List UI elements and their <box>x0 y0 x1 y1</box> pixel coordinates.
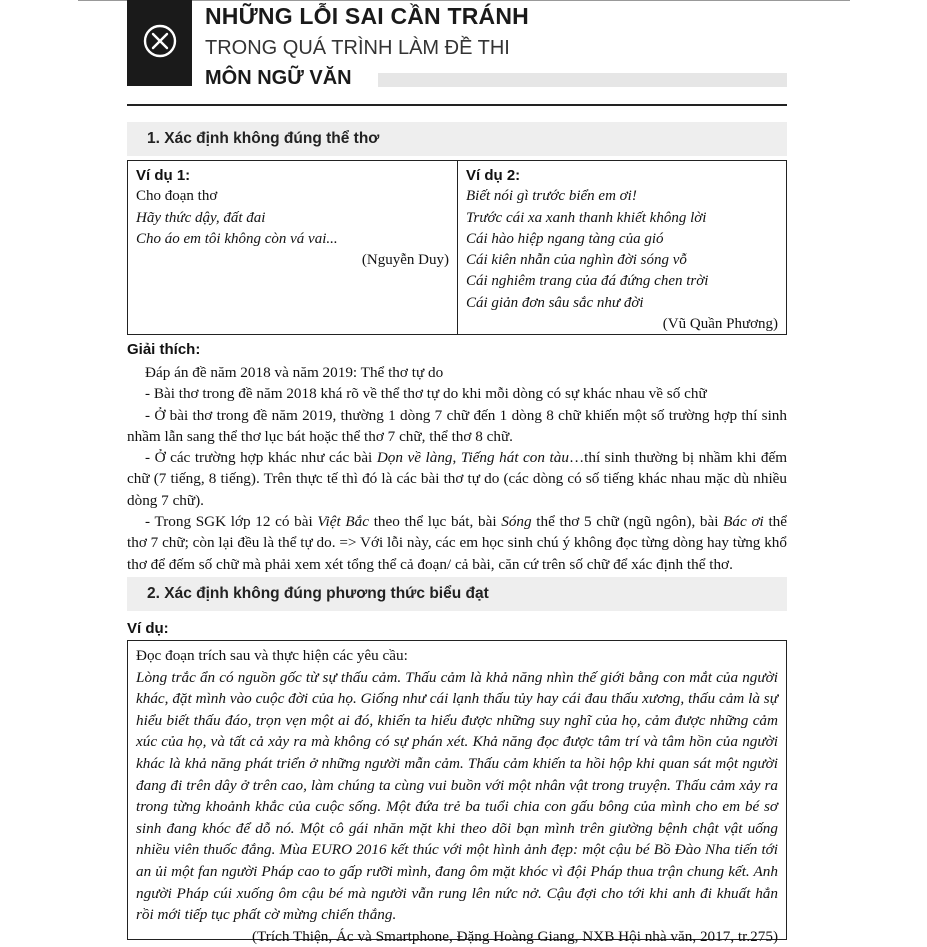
page-subtitle: TRONG QUÁ TRÌNH LÀM ĐỀ THI <box>205 37 510 59</box>
poem-title: Bác ơi <box>723 513 764 531</box>
poem-line: Biết nói gì trước biển em ơi! <box>466 188 637 205</box>
x-circle-icon <box>142 23 178 64</box>
header-divider <box>127 104 787 106</box>
text-run: theo thể lục bát, bài <box>369 513 502 531</box>
subject-title: MÔN NGỮ VĂN <box>205 67 352 89</box>
poem-line: Cái kiên nhẫn của nghìn đời sóng vỗ <box>466 252 687 269</box>
example-1-intro: Cho đoạn thơ <box>136 188 218 205</box>
poem-title: Việt Bắc <box>317 513 370 531</box>
explain-paragraph: - Bài thơ trong đề năm 2018 khá rõ về thể thơ tự do khi mỗi dòng có sự khác nhau về số chữ <box>145 385 707 403</box>
explanation-body <box>127 362 787 575</box>
text-run: - Trong SGK lớp 12 có bài <box>145 513 318 531</box>
poem-line: Cho áo em tôi không còn vá vai... <box>136 230 338 247</box>
example-2-cell <box>458 161 786 334</box>
poem-title: Dọn về làng <box>376 449 453 467</box>
explain-paragraph <box>127 511 787 575</box>
example-1-label: Ví dụ 1: <box>136 167 191 184</box>
explain-paragraph: - Ở bài thơ trong đề năm 2019, thường 1 dòng 7 chữ đến 1 dòng 8 chữ khiến một số trường hợp thí sinh nhầm lẫn sang thể thơ lục bát hoặc thể thơ 7 chữ, thể thơ 8 chữ. <box>127 406 787 445</box>
poem-line: Cái nghiêm trang của đá đứng chen trời <box>466 273 709 290</box>
poem-line: Hãy thức dậy, đất đai <box>136 209 266 226</box>
text-run: thể thơ 5 chữ (ngũ ngôn), bài <box>531 513 724 531</box>
text-run: , <box>452 449 461 467</box>
poem-title: Sóng <box>501 513 532 531</box>
explain-label: Giải thích: <box>127 341 201 358</box>
text-run: thể thơ 7 chữ; còn lại đều là thể tự do. => Với lỗi này, các em học sinh chú ý không đọc từng dòng hay từng khổ thơ để đếm số chữ mà phải xem xét tổng thể cả đoạn/ cả bài, căn cứ trên số chữ để xác định thể thơ. <box>127 513 787 573</box>
text-run: - Ở các trường hợp khác như các bài <box>145 449 377 467</box>
top-rule <box>78 0 850 1</box>
header-icon-block <box>127 0 192 86</box>
example-2-author: (Vũ Quần Phương) <box>662 316 778 333</box>
passage-source: (Trích Thiện, Ác và Smartphone, Đặng Hoàng Giang, NXB Hội nhà văn, 2017, tr.275) <box>252 927 778 945</box>
page-title: NHỮNG LỖI SAI CẦN TRÁNH <box>205 3 529 29</box>
poem-line: Trước cái xa xanh thanh khiết không lời <box>466 209 707 226</box>
title-decor-bar <box>378 73 787 87</box>
section-1-heading: 1. Xác định không đúng thể thơ <box>127 122 787 156</box>
example-label: Ví dụ: <box>127 620 169 637</box>
poem-title: Tiếng hát con tàu <box>460 449 569 467</box>
examples-table <box>127 160 787 335</box>
passage-intro: Đọc đoạn trích sau và thực hiện các yêu cầu: <box>136 647 408 664</box>
example-2-label: Ví dụ 2: <box>466 167 521 184</box>
text-run: …thí sinh thường bị nhầm khi đếm chữ (7 tiếng, 8 tiếng). Trên thực tế thì đó là các bài thơ tự do (các dòng có số tiếng khác nhau mặc dù nhiều dòng 7 chữ). <box>127 449 788 509</box>
explain-paragraph: Đáp án đề năm 2018 và năm 2019: Thể thơ tự do <box>145 364 444 381</box>
section-2-heading: 2. Xác định không đúng phương thức biểu đạt <box>127 577 787 611</box>
poem-line: Cái hào hiệp ngang tàng của gió <box>466 230 664 247</box>
passage-text: Lòng trắc ẩn có nguồn gốc từ sự thấu cảm. Thấu cảm là khả năng nhìn thế giới bằng con mắt của người khác, đặt mình vào cuộc đời của họ. Giống như cái lạnh thấu tủy hay cái đau thấu xương, thấu cảm là sự hiểu biết thấu đáo, trọn vẹn một ai đó, khiến ta hiểu được những suy nghĩ của họ, cảm được những cảm xúc của họ, và tất cả xảy ra mà không có sự phán xét. Khả năng đọc được tâm trí và tâm hồn của người khác là khả năng phát triển ở những người mẫn cảm. Thấu cảm khiến ta hồi hộp khi quan sát một người đang đi trên dây ở trên cao, làm chúng ta cùng vui buồn với một nhân vật trong truyện. Thấu cảm xảy ra trong từng khoảnh khắc của cuộc sống. Một đứa trẻ ba tuổi chia con gấu bông của mình cho em bé sơ sinh đang khóc để dỗ nó. Một cô gái nhăn mặt khi theo dõi bạn mình trên giường bệnh chật vật uống nhiều viên thuốc đắng. Mùa EURO 2016 kết thúc với một hình ảnh đẹp: một cậu bé Bồ Đào Nha tiến tới an ủi một fan người Pháp cao to gấp rưỡi mình, đang ôm mặt khóc vì đội Pháp thua trận chung kết. Anh người Pháp cúi xuống ôm cậu bé mà người vẫn rung lên nức nở. Cậu đợi cho tới khi anh đi khuất hẳn rồi mới tiếp tục phất cờ mừng chiến thắng. <box>136 668 778 924</box>
example-1-cell <box>128 161 458 334</box>
poem-line: Cái giản đơn sâu sắc như đời <box>466 294 644 311</box>
example-1-author: (Nguyễn Duy) <box>361 252 449 269</box>
explain-paragraph <box>127 447 787 511</box>
passage-box <box>127 640 787 945</box>
